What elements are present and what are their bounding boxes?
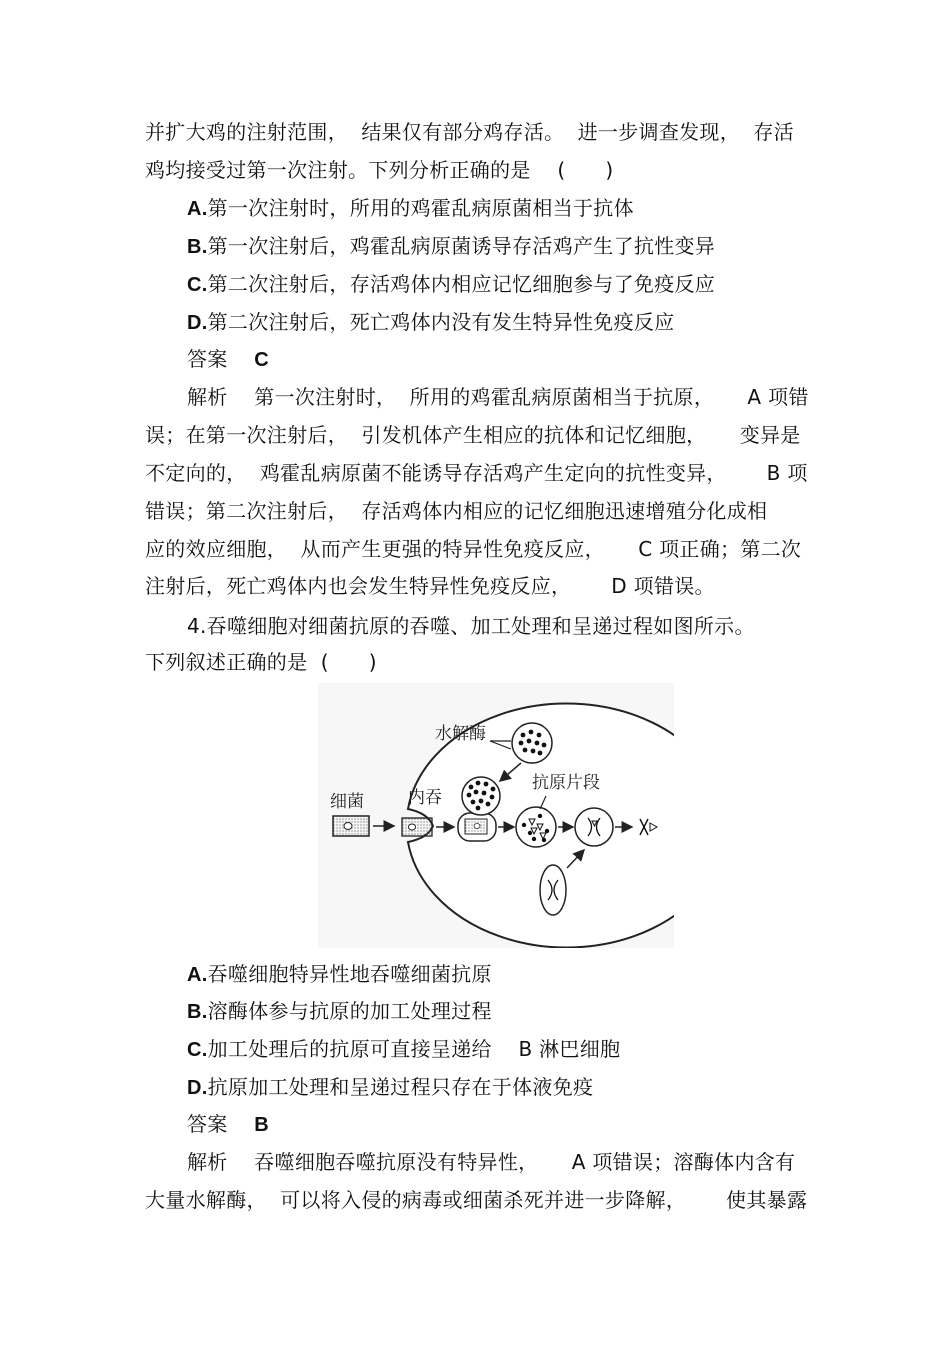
option-letter: B.	[187, 236, 208, 258]
q3-explanation-line: 应的效应细胞， 从而产生更强的特异性免疫反应， C 项正确；第二次	[145, 537, 802, 561]
option-text: 第一次注射时，所用的鸡霍乱病原菌相当于抗体	[207, 196, 634, 220]
q3-explanation-line: 不定向的， 鸡霍乱病原菌不能诱导存活鸡产生定向的抗性变异， B 项	[145, 461, 808, 485]
q4-stem-line-2: 下列叙述正确的是 ( )	[145, 650, 377, 674]
mhc-binding-vesicle	[575, 808, 613, 846]
option-text: 溶酶体参与抗原的加工处理过程	[207, 999, 492, 1023]
q4-option-b	[187, 999, 857, 1024]
answer-value: B	[254, 1114, 269, 1136]
bacteria-label: 细菌	[330, 792, 364, 812]
q3-stem-line-1: 并扩大鸡的注射范围， 结果仅有部分鸡存活。 进一步调查发现， 存活	[145, 120, 794, 144]
option-text: 第一次注射后，鸡霍乱病原菌诱导存活鸡产生了抗性变异	[207, 234, 716, 258]
option-letter: D.	[187, 312, 208, 334]
answer-label: 答案	[187, 1112, 228, 1136]
option-text: 抗原加工处理和呈递过程只存在于体液免疫	[207, 1075, 594, 1099]
q4-option-c	[187, 1037, 857, 1062]
antigen-fragment-label: 抗原片段	[532, 773, 600, 793]
q3-answer	[187, 347, 857, 372]
mhc-vesicle	[540, 865, 566, 915]
q3-option-b	[187, 234, 857, 259]
q4-option-a	[187, 962, 857, 987]
engulfed-bacterium-icon	[402, 818, 432, 836]
q4-stem-line-1: 4.吞噬细胞对细菌抗原的吞噬、加工处理和呈递过程如图所示。	[187, 614, 755, 638]
q4-explanation-line: 解析 吞噬细胞吞噬抗原没有特异性， A 项错误；溶酶体内含有	[187, 1150, 796, 1174]
q4-answer	[187, 1112, 857, 1137]
q3-stem-line-2: 鸡均接受过第一次注射。下列分析正确的是 ( )	[145, 158, 614, 182]
option-letter: A.	[187, 964, 208, 986]
lysosome	[512, 723, 552, 763]
option-text: 第二次注射后，死亡鸡体内没有发生特异性免疫反应	[207, 310, 675, 334]
answer-value: C	[254, 349, 269, 371]
q3-option-a	[187, 196, 857, 221]
q3-explanation-line: 错误；第二次注射后， 存活鸡体内相应的记忆细胞迅速增殖分化成相	[145, 499, 768, 523]
endocytosis-label: 内吞	[408, 788, 442, 808]
option-letter: A.	[187, 198, 208, 220]
digestion-vesicle	[516, 807, 556, 847]
option-text: 加工处理后的抗原可直接呈递给 B 淋巴细胞	[207, 1037, 621, 1061]
phagocytosis-diagram	[318, 683, 674, 948]
q3-explanation-line: 误；在第一次注射后， 引发机体产生相应的抗体和记忆细胞， 变异是	[145, 423, 801, 447]
q3-explanation-line: 注射后，死亡鸡体内也会发生特异性免疫反应， D 项错误。	[145, 574, 715, 598]
option-letter: C.	[187, 1039, 208, 1061]
option-letter: B.	[187, 1001, 208, 1023]
q3-option-c	[187, 272, 857, 297]
option-letter: C.	[187, 274, 208, 296]
q3-option-d	[187, 310, 857, 335]
q3-explanation-line: 解析 第一次注射时， 所用的鸡霍乱病原菌相当于抗原， A 项错	[187, 385, 809, 409]
option-letter: D.	[187, 1077, 208, 1099]
option-text: 吞噬细胞特异性地吞噬细菌抗原	[207, 962, 492, 986]
q4-option-d	[187, 1075, 857, 1100]
hydrolase-label: 水解酶	[435, 724, 486, 744]
answer-label: 答案	[187, 347, 228, 371]
q4-explanation-line: 大量水解酶， 可以将入侵的病毒或细菌杀死并进一步降解， 使其暴露	[145, 1188, 808, 1212]
option-text: 第二次注射后，存活鸡体内相应记忆细胞参与了免疫反应	[207, 272, 716, 296]
